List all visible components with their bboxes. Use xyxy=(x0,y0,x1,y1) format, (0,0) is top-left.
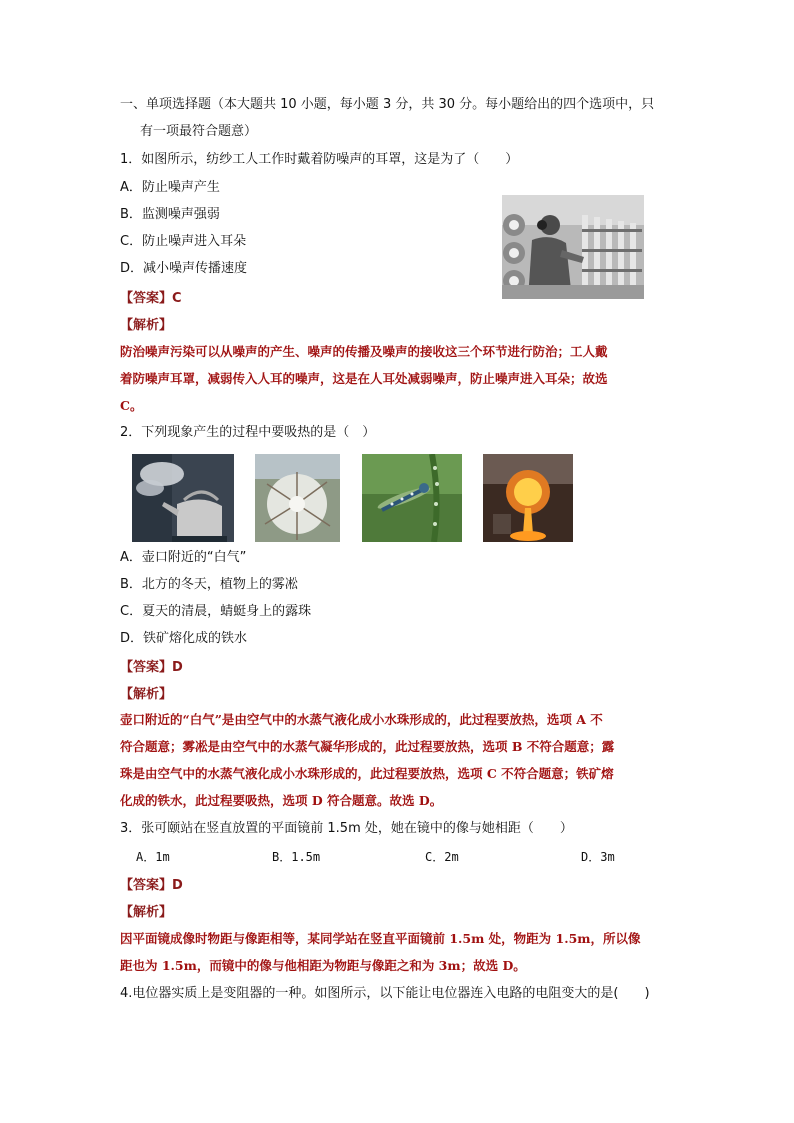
q4-stem: 4.电位器实质上是变阻器的一种。如图所示，以下能让电位器连入电路的电阻变大的是( ) xyxy=(120,986,650,1001)
q3-analysis-line: 因平面镜成像时物距与像距相等，某同学站在竖直平面镜前 1.5m 处，物距为 1.5m，所以像 xyxy=(120,931,641,946)
q2-answer xyxy=(120,656,183,675)
q1-option-c: C．防止噪声进入耳朵 xyxy=(120,234,247,249)
q1-analysis-line: 着防噪声耳罩，减弱传入人耳的噪声，这是在人耳处减弱噪声，防止噪声进入耳朵；故选 xyxy=(120,371,608,386)
q3-answer-label: 【答案】 xyxy=(120,878,173,893)
q1-answer-value: C xyxy=(172,291,182,306)
q1-stem: 1．如图所示，纺纱工人工作时戴着防噪声的耳罩，这是为了（ ） xyxy=(120,152,519,167)
q3-option-d: D．3m xyxy=(581,850,615,864)
q1-analysis-line: C。 xyxy=(120,398,143,413)
q3-stem: 3．张可颐站在竖直放置的平面镜前 1.5m 处，她在镜中的像与她相距（ ） xyxy=(120,821,573,836)
section-heading: 一、单项选择题（本大题共 10 小题，每小题 3 分，共 30 分。每小题给出的四个选项中，只 xyxy=(120,97,655,112)
kettle-steam-photo xyxy=(132,454,234,542)
q3-option-a: A．1m xyxy=(136,850,170,864)
q2-stem: 2．下列现象产生的过程中要吸热的是（ ） xyxy=(120,425,376,440)
q2-answer-value: D xyxy=(172,660,183,675)
dragonfly-dew-photo xyxy=(362,454,462,542)
molten-iron-photo xyxy=(483,454,573,542)
q2-option-a: A．壶口附近的“白气” xyxy=(120,550,247,565)
q2-answer-label: 【答案】 xyxy=(120,660,173,675)
rime-plant-photo xyxy=(255,454,340,542)
q1-analysis-line: 防治噪声污染可以从噪声的产生、噪声的传播及噪声的接收这三个环节进行防治；工人戴 xyxy=(120,344,608,359)
q3-answer-value: D xyxy=(172,878,183,893)
section-heading-cont: 有一项最符合题意） xyxy=(140,124,258,139)
q3-option-c: C．2m xyxy=(425,850,459,864)
q2-option-b: B．北方的冬天，植物上的雾凇 xyxy=(120,577,298,592)
q3-option-b: B．1.5m xyxy=(272,850,321,864)
q2-analysis-line: 珠是由空气中的水蒸气液化成小水珠形成的，此过程要放热，选项 C 不符合题意；铁矿熔 xyxy=(120,766,614,781)
q1-answer-label: 【答案】 xyxy=(120,291,173,306)
q1-option-d: D．减小噪声传播速度 xyxy=(120,261,248,276)
q2-analysis-line: 符合题意；雾凇是由空气中的水蒸气凝华形成的，此过程要放热，选项 B 不符合题意；露 xyxy=(120,739,615,754)
q3-analysis-line: 距也为 1.5m，而镜中的像与他相距为物距与像距之和为 3m；故选 D。 xyxy=(120,958,526,973)
q1-option-a: A．防止噪声产生 xyxy=(120,180,220,195)
q2-option-c: C．夏天的清晨，蜻蜓身上的露珠 xyxy=(120,604,312,619)
q3-answer xyxy=(120,874,183,893)
q1-analysis-label: 【解析】 xyxy=(120,318,173,333)
q1-worker-photo xyxy=(502,195,644,299)
q2-option-d: D．铁矿熔化成的铁水 xyxy=(120,631,248,646)
q2-analysis-line: 化成的铁水，此过程要吸热，选项 D 符合题意。故选 D。 xyxy=(120,793,443,808)
q1-answer xyxy=(120,287,182,306)
q2-analysis-label: 【解析】 xyxy=(120,687,173,702)
q1-option-b: B．监测噪声强弱 xyxy=(120,207,220,222)
q2-analysis-line: 壶口附近的“白气”是由空气中的水蒸气液化成小水珠形成的，此过程要放热，选项 A 不 xyxy=(120,712,603,727)
q3-analysis-label: 【解析】 xyxy=(120,905,173,920)
